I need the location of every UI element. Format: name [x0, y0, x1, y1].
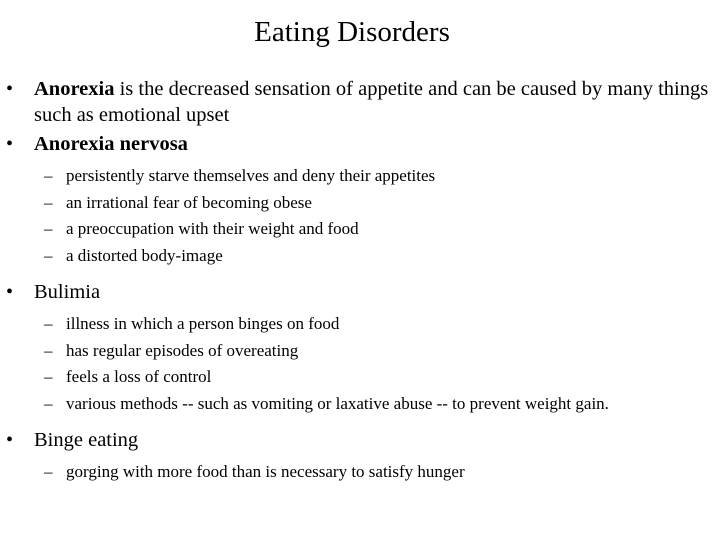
dash-icon: –: [44, 166, 53, 185]
bullet-icon: •: [6, 281, 14, 303]
dash-icon: –: [44, 462, 53, 481]
list-item: – feels a loss of control: [0, 364, 720, 391]
list-item: – persistently starve themselves and deny their appetites: [0, 163, 720, 190]
dash-icon: –: [44, 367, 53, 386]
slide-content: [0, 76, 720, 496]
list-item: – gorging with more food than is necessary to satisfy hunger: [0, 459, 720, 486]
bulimia-list: [0, 311, 720, 417]
bullet-icon: •: [6, 429, 14, 451]
term-anorexia-nervosa: Anorexia nervosa: [34, 133, 188, 155]
dash-icon: –: [44, 393, 53, 413]
list-item: – illness in which a person binges on food: [0, 311, 720, 338]
term-bulimia: Bulimia: [34, 281, 101, 303]
list-item: – an irrational fear of becoming obese: [0, 190, 720, 217]
definition-anorexia: is the decreased sensation of appetite and can be caused by many things such as emotional upset: [34, 78, 709, 126]
list-item: – various methods -- such as vomiting or laxative abuse -- to prevent weight gain.: [0, 391, 720, 418]
anorexia-nervosa-list: [0, 163, 720, 269]
slide-title: Eating Disorders: [254, 16, 450, 48]
list-item: – has regular episodes of overeating: [0, 338, 720, 365]
bullet-anorexia: [0, 76, 720, 128]
term-binge-eating: Binge eating: [34, 429, 139, 451]
dash-icon: –: [44, 192, 53, 212]
term-anorexia: Anorexia: [34, 78, 115, 100]
dash-icon: –: [44, 219, 53, 238]
bullet-binge-eating: [0, 427, 720, 453]
dash-icon: –: [44, 314, 53, 333]
list-item: – a distorted body-image: [0, 243, 720, 270]
bullet-anorexia-nervosa: [0, 131, 720, 157]
list-item: – a preoccupation with their weight and food: [0, 216, 720, 243]
dash-icon: –: [44, 340, 53, 360]
bullet-bulimia: [0, 279, 720, 305]
bullet-icon: •: [6, 78, 14, 100]
bullet-icon: •: [6, 133, 14, 155]
binge-eating-list: [0, 459, 720, 486]
dash-icon: –: [44, 245, 53, 265]
